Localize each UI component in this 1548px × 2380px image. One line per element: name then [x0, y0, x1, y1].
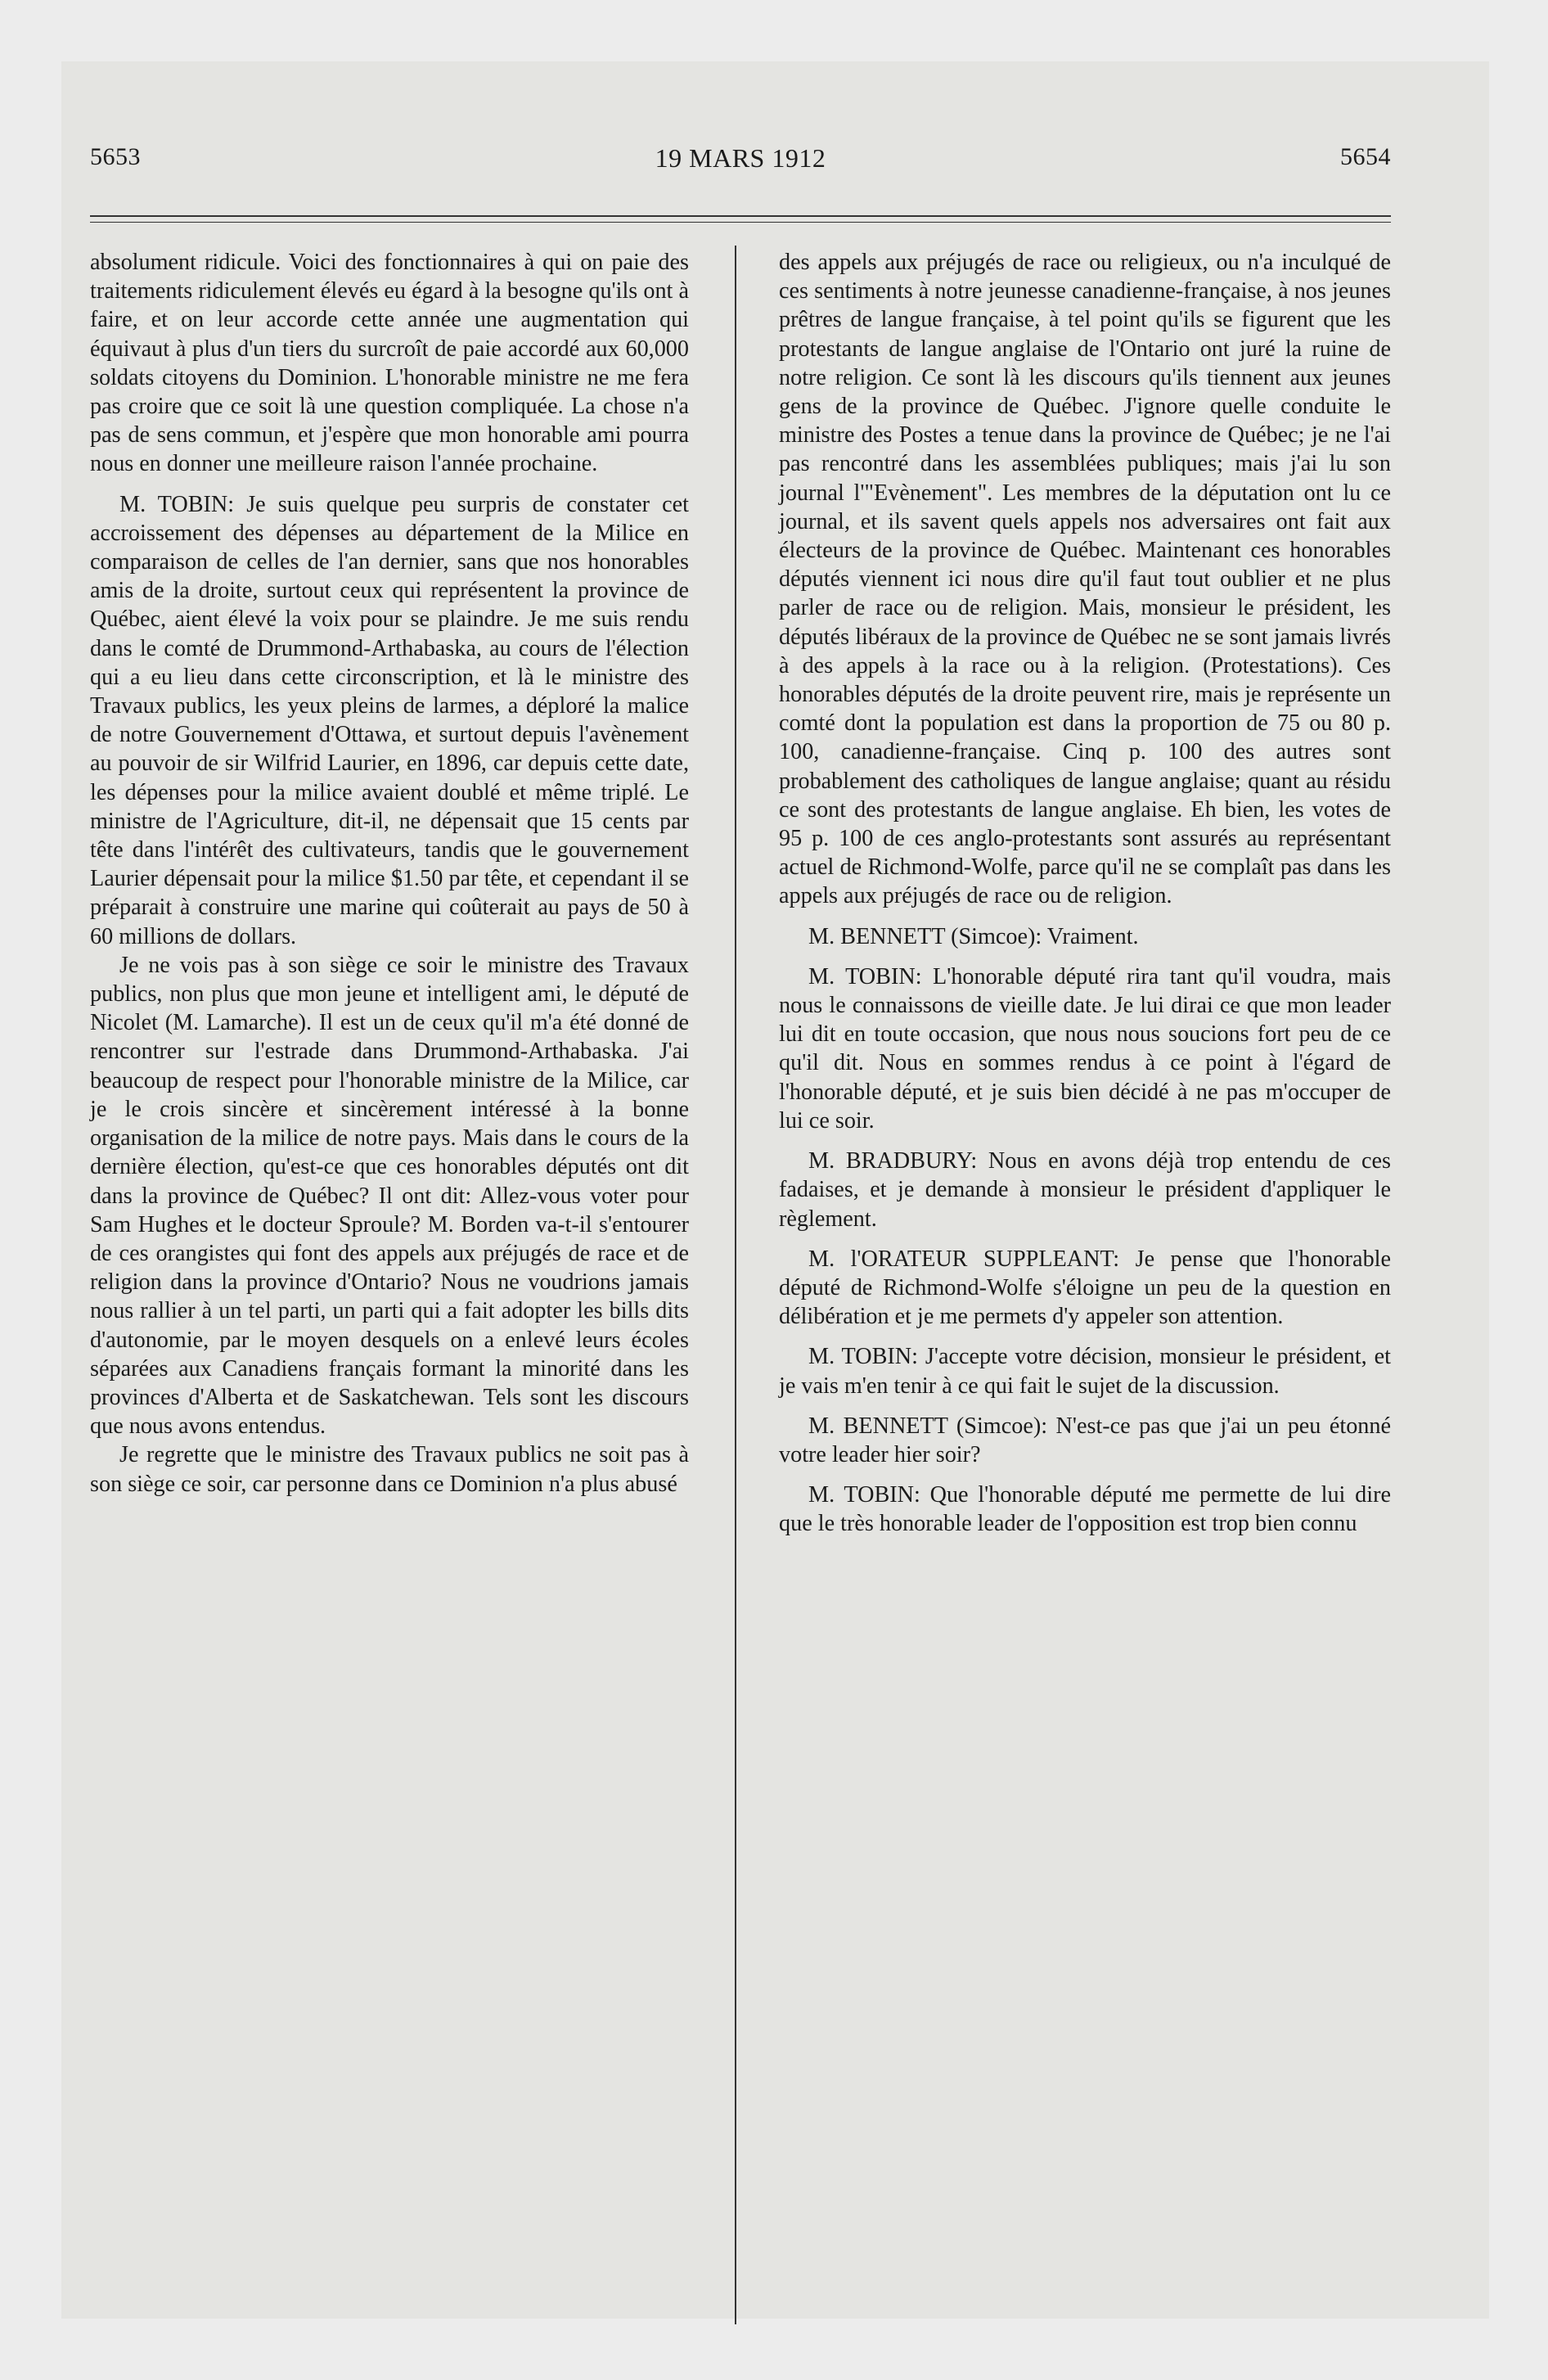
paragraph: des appels aux préjugés de race ou religieux, ou n'a inculqué de ces sentiments à notre jeunesse canadienne-française, à nos jeunes prêtres de langue française, à tel point qu'ils se figurent que les protestants de langue anglaise de l'Ontario ont juré la ruine de notre religion. Ce sont là les discours qu'ils tiennent aux jeunes gens de la province de Québec. J'ignore quelle conduite le ministre des Postes a tenue dans la province de Québec; je ne l'ai pas rencontré dans les assemblées publiques; mais j'ai lu son journal l'"Evènement". Les membres de la députation ont lu ce journal, et ils savent quels appels nos adversaires ont fait aux électeurs de la province de Québec. Maintenant ces honorables députés viennent ici nous dire qu'il faut tout oublier et ne plus parler de race ou de religion. Mais, monsieur le président, les députés libéraux de la province de Québec ne se sont jamais livrés à des appels à la race ou à la religion. (Protestations). Ces honorables députés de la droite peuvent rire, mais je représente un comté dont la population est dans la proportion de 75 ou 80 p. 100, canadienne-française. Cinq p. 100 des autres sont probablement des catholiques de langue anglaise; quant au résidu ce sont des protestants de langue anglaise. Eh bien, les votes de 95 p. 100 de ces anglo-protestants sont assurés au représentant actuel de Richmond-Wolfe, parce qu'il ne se complaît pas dans les appels aux préjugés de race ou de religion. — [779, 250, 1391, 909]
paragraph: M. BENNETT (Simcoe): N'est-ce pas que j'ai un peu étonné votre leader hier soir? — [779, 1413, 1391, 1467]
paragraph: M. BRADBURY: Nous en avons déjà trop entendu de ces fadaises, et je demande à monsieur le président d'appliquer le règlement. — [779, 1148, 1391, 1232]
paragraph: M. TOBIN: Que l'honorable député me permette de lui dire que le très honorable leader de l'opposition est trop bien connu — [779, 1482, 1391, 1537]
page-number-left: 5653 — [90, 143, 141, 170]
paragraph: M. BENNETT (Simcoe): Vraiment. — [808, 923, 1139, 949]
page-date-title: 19 MARS 1912 — [655, 143, 826, 173]
paragraph: M. TOBIN: J'accepte votre décision, monsieur le président, et je vais m'en tenir à ce qui fait le sujet de la discussion. — [779, 1344, 1391, 1399]
paragraph: M. TOBIN: L'honorable député rira tant qu'il voudra, mais nous le connaissons de vieille date. Je lui dirai ce que mon leader lui dit en toute occasion, que nous nous soucions fort peu de ce qu'il dit. Nous en sommes rendus à ce point à l'égard de l'honorable député, et je suis bien décidé à ne pas m'occuper de lui ce soir. — [779, 963, 1391, 1134]
page-header — [90, 143, 1391, 189]
right-column — [779, 248, 1391, 1539]
paragraph: Je regrette que le ministre des Travaux publics ne soit pas à son siège ce soir, car personne dans ce Dominion n'a plus abusé — [90, 1442, 689, 1497]
left-column — [90, 248, 689, 1499]
page-number-right: 5654 — [1340, 143, 1391, 170]
column-divider — [735, 246, 736, 2324]
paragraph: absolument ridicule. Voici des fonctionnaires à qui on paie des traitements ridiculement élevés eu égard à la besogne qu'ils ont à faire, et on leur accorde cette année une augmentation qui équivaut à plus d'un tiers du surcroît de paie accordé aux 60,000 soldats citoyens du Dominion. L'honorable ministre ne me fera pas croire que ce soit là une question compliquée. La chose n'a pas de sens commun, et j'espère que mon honorable ami pourra nous en donner une meilleure raison l'année prochaine. — [90, 250, 689, 477]
paragraph: M. l'ORATEUR SUPPLEANT: Je pense que l'honorable député de Richmond-Wolfe s'éloigne un peu de la question en délibération et je me permets d'y appeler son attention. — [779, 1246, 1391, 1330]
header-rule-thin — [90, 222, 1391, 223]
paragraph: Je ne vois pas à son siège ce soir le ministre des Travaux publics, non plus que mon jeune et intelligent ami, le député de Nicolet (M. Lamarche). Il est un de ceux qu'il m'a été donné de rencontrer sur l'estrade dans Drummond-Arthabaska. J'ai beaucoup de respect pour l'honorable ministre de la Milice, car je le crois sincère et sincèrement intéressé à la bonne organisation de la milice de notre pays. Mais dans le cours de la dernière élection, qu'est-ce que ces honorables députés ont dit dans la province de Québec? Il ont dit: Allez-vous voter pour Sam Hughes et le docteur Sproule? M. Borden va-t-il s'entourer de ces orangistes qui font des appels aux préjugés de race et de religion dans la province d'Ontario? Nous ne voudrions jamais nous rallier à un tel parti, un parti qui a fait adopter les bills dits d'autonomie, par le moyen desquels on a enlevé leurs écoles séparées aux Canadiens français formant la minorité dans les provinces d'Alberta et de Saskatchewan. Tels sont les discours que nous avons entendus. — [90, 952, 689, 1440]
header-rule — [90, 215, 1391, 217]
paragraph: M. TOBIN: Je suis quelque peu surpris de constater cet accroissement des dépenses au département de la Milice en comparaison de celles de l'an dernier, sans que nos honorables amis de la droite, surtout ceux qui représentent la province de Québec, aient élevé la voix pour se plaindre. Je me suis rendu dans le comté de Drummond-Arthabaska, au cours de l'élection qui a eu lieu dans cette circonscription, et là le ministre des Travaux publics, les yeux pleins de larmes, a déploré la malice de notre Gouvernement d'Ottawa, et surtout depuis l'avènement au pouvoir de sir Wilfrid Laurier, en 1896, car depuis cette date, les dépenses pour la milice avaient doublé et même triplé. Le ministre de l'Agriculture, dit-il, ne dépensait que 15 cents par tête dans l'intérêt des cultivateurs, tandis que le gouvernement Laurier dépensait pour la milice $1.50 par tête, et cependant il se préparait à construire une marine qui coûterait au pays de 50 à 60 millions de dollars. — [90, 491, 689, 949]
